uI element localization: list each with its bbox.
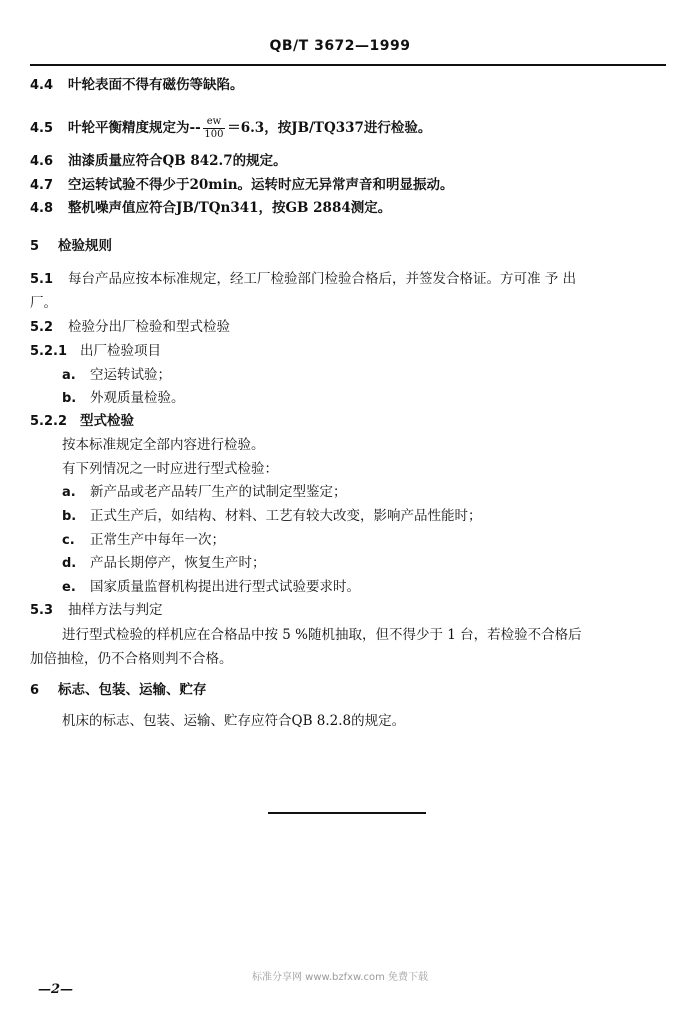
clause-text: 型式检验 xyxy=(80,413,134,429)
paragraph-continuation xyxy=(30,650,233,668)
paragraph xyxy=(62,712,405,730)
clause-number: 5.2.2 xyxy=(30,414,68,429)
end-of-standard-rule xyxy=(268,812,426,814)
clause-number: 4.7 xyxy=(30,178,54,193)
list-item-5-2-1-b xyxy=(62,389,185,408)
paragraph xyxy=(62,436,265,454)
paragraph-text: 有下列情况之一时应进行型式检验： xyxy=(62,461,278,477)
paragraph-text: 进行型式检验的样机应在合格品中按 5 %随机抽取，但不得少于 1 台，若检验不合格后 xyxy=(62,627,582,643)
standard-code-header: QB/T 3672—1999 xyxy=(269,38,411,54)
clause-text: 厂。 xyxy=(30,295,57,311)
list-item-text: 产品长期停产，恢复生产时； xyxy=(90,555,266,571)
section-5-heading xyxy=(30,237,112,256)
clause-5-2-1 xyxy=(30,342,161,361)
list-marker: a. xyxy=(62,368,76,383)
fraction-numerator: ew xyxy=(203,116,225,129)
clause-5-3 xyxy=(30,601,163,620)
list-item-5-2-2-c xyxy=(62,531,225,550)
clause-number: 4.4 xyxy=(30,78,54,93)
clause-text: 油漆质量应符合QB 842.7的规定。 xyxy=(68,153,287,169)
clause-4-8 xyxy=(30,199,391,218)
clause-number: 4.8 xyxy=(30,201,54,216)
clause-4-6 xyxy=(30,152,287,171)
list-marker: e. xyxy=(62,580,76,595)
balance-fraction xyxy=(203,116,225,141)
clause-text: 每台产品应按本标准规定，经工厂检验部门检验合格后，并签发合格证。方可准 予 出 xyxy=(68,271,577,287)
clause-number: 5.2 xyxy=(30,320,54,335)
clause-5-2-2 xyxy=(30,412,134,431)
section-title: 标志、包装、运输、贮存 xyxy=(58,682,207,698)
clause-number: 5.1 xyxy=(30,272,54,287)
list-marker: c. xyxy=(62,533,75,548)
clause-text: 叶轮表面不得有磁伤等缺陷。 xyxy=(68,77,244,93)
clause-4-5 xyxy=(30,116,431,141)
clause-text-before: 叶轮平衡精度规定为-- xyxy=(68,120,201,136)
list-item-text: 正式生产后，如结构、材料、工艺有较大改变，影响产品性能时； xyxy=(90,508,482,524)
clause-number: 4.6 xyxy=(30,154,54,169)
list-marker: a. xyxy=(62,485,76,500)
list-item-text: 国家质量监督机构提出进行型式试验要求时。 xyxy=(90,579,360,595)
list-item-5-2-2-d xyxy=(62,554,266,573)
clause-text-after: ＝6.3，按JB/TQ337进行检验。 xyxy=(227,120,432,136)
clause-5-1 xyxy=(30,270,576,289)
clause-text: 抽样方法与判定 xyxy=(68,602,163,618)
clause-text: 出厂检验项目 xyxy=(80,343,161,359)
paragraph xyxy=(62,460,278,478)
section-6-heading xyxy=(30,681,207,700)
list-item-5-2-2-a xyxy=(62,483,347,502)
paragraph-text: 加倍抽检，仍不合格则判不合格。 xyxy=(30,651,233,667)
clause-5-2 xyxy=(30,318,230,337)
list-item-5-2-1-a xyxy=(62,366,171,385)
section-number: 6 xyxy=(30,683,40,698)
list-item-5-2-2-b xyxy=(62,507,482,526)
list-item-text: 正常生产中每年一次； xyxy=(90,532,225,548)
clause-number: 5.2.1 xyxy=(30,344,68,359)
section-number: 5 xyxy=(30,239,40,254)
clause-4-4 xyxy=(30,76,244,95)
clause-5-1-continuation xyxy=(30,294,57,312)
list-item-5-2-2-e xyxy=(62,578,360,597)
section-title: 检验规则 xyxy=(58,238,112,254)
clause-number: 4.5 xyxy=(30,121,54,136)
paragraph-text: 机床的标志、包装、运输、贮存应符合QB 8.2.8的规定。 xyxy=(62,713,406,729)
header-rule xyxy=(30,64,666,66)
watermark-text: 标准分享网 www.bzfxw.com 免费下载 xyxy=(252,972,428,983)
paragraph xyxy=(62,626,582,644)
clause-4-7 xyxy=(30,176,454,195)
paragraph-text: 按本标准规定全部内容进行检验。 xyxy=(62,437,265,453)
list-marker: d. xyxy=(62,556,77,571)
list-item-text: 新产品或老产品转厂生产的试制定型鉴定； xyxy=(90,484,347,500)
list-marker: b. xyxy=(62,509,77,524)
clause-text: 空运转试验不得少于20min。运转时应无异常声音和明显振动。 xyxy=(68,177,454,193)
list-item-text: 空运转试验； xyxy=(90,367,171,383)
fraction-denominator: 100 xyxy=(204,129,224,140)
list-marker: b. xyxy=(62,391,77,406)
list-item-text: 外观质量检验。 xyxy=(90,390,185,406)
clause-text: 检验分出厂检验和型式检验 xyxy=(68,319,230,335)
clause-number: 5.3 xyxy=(30,603,54,618)
clause-text: 整机噪声值应符合JB/TQn341，按GB 2884测定。 xyxy=(68,200,392,216)
page-number: —2— xyxy=(38,982,74,997)
